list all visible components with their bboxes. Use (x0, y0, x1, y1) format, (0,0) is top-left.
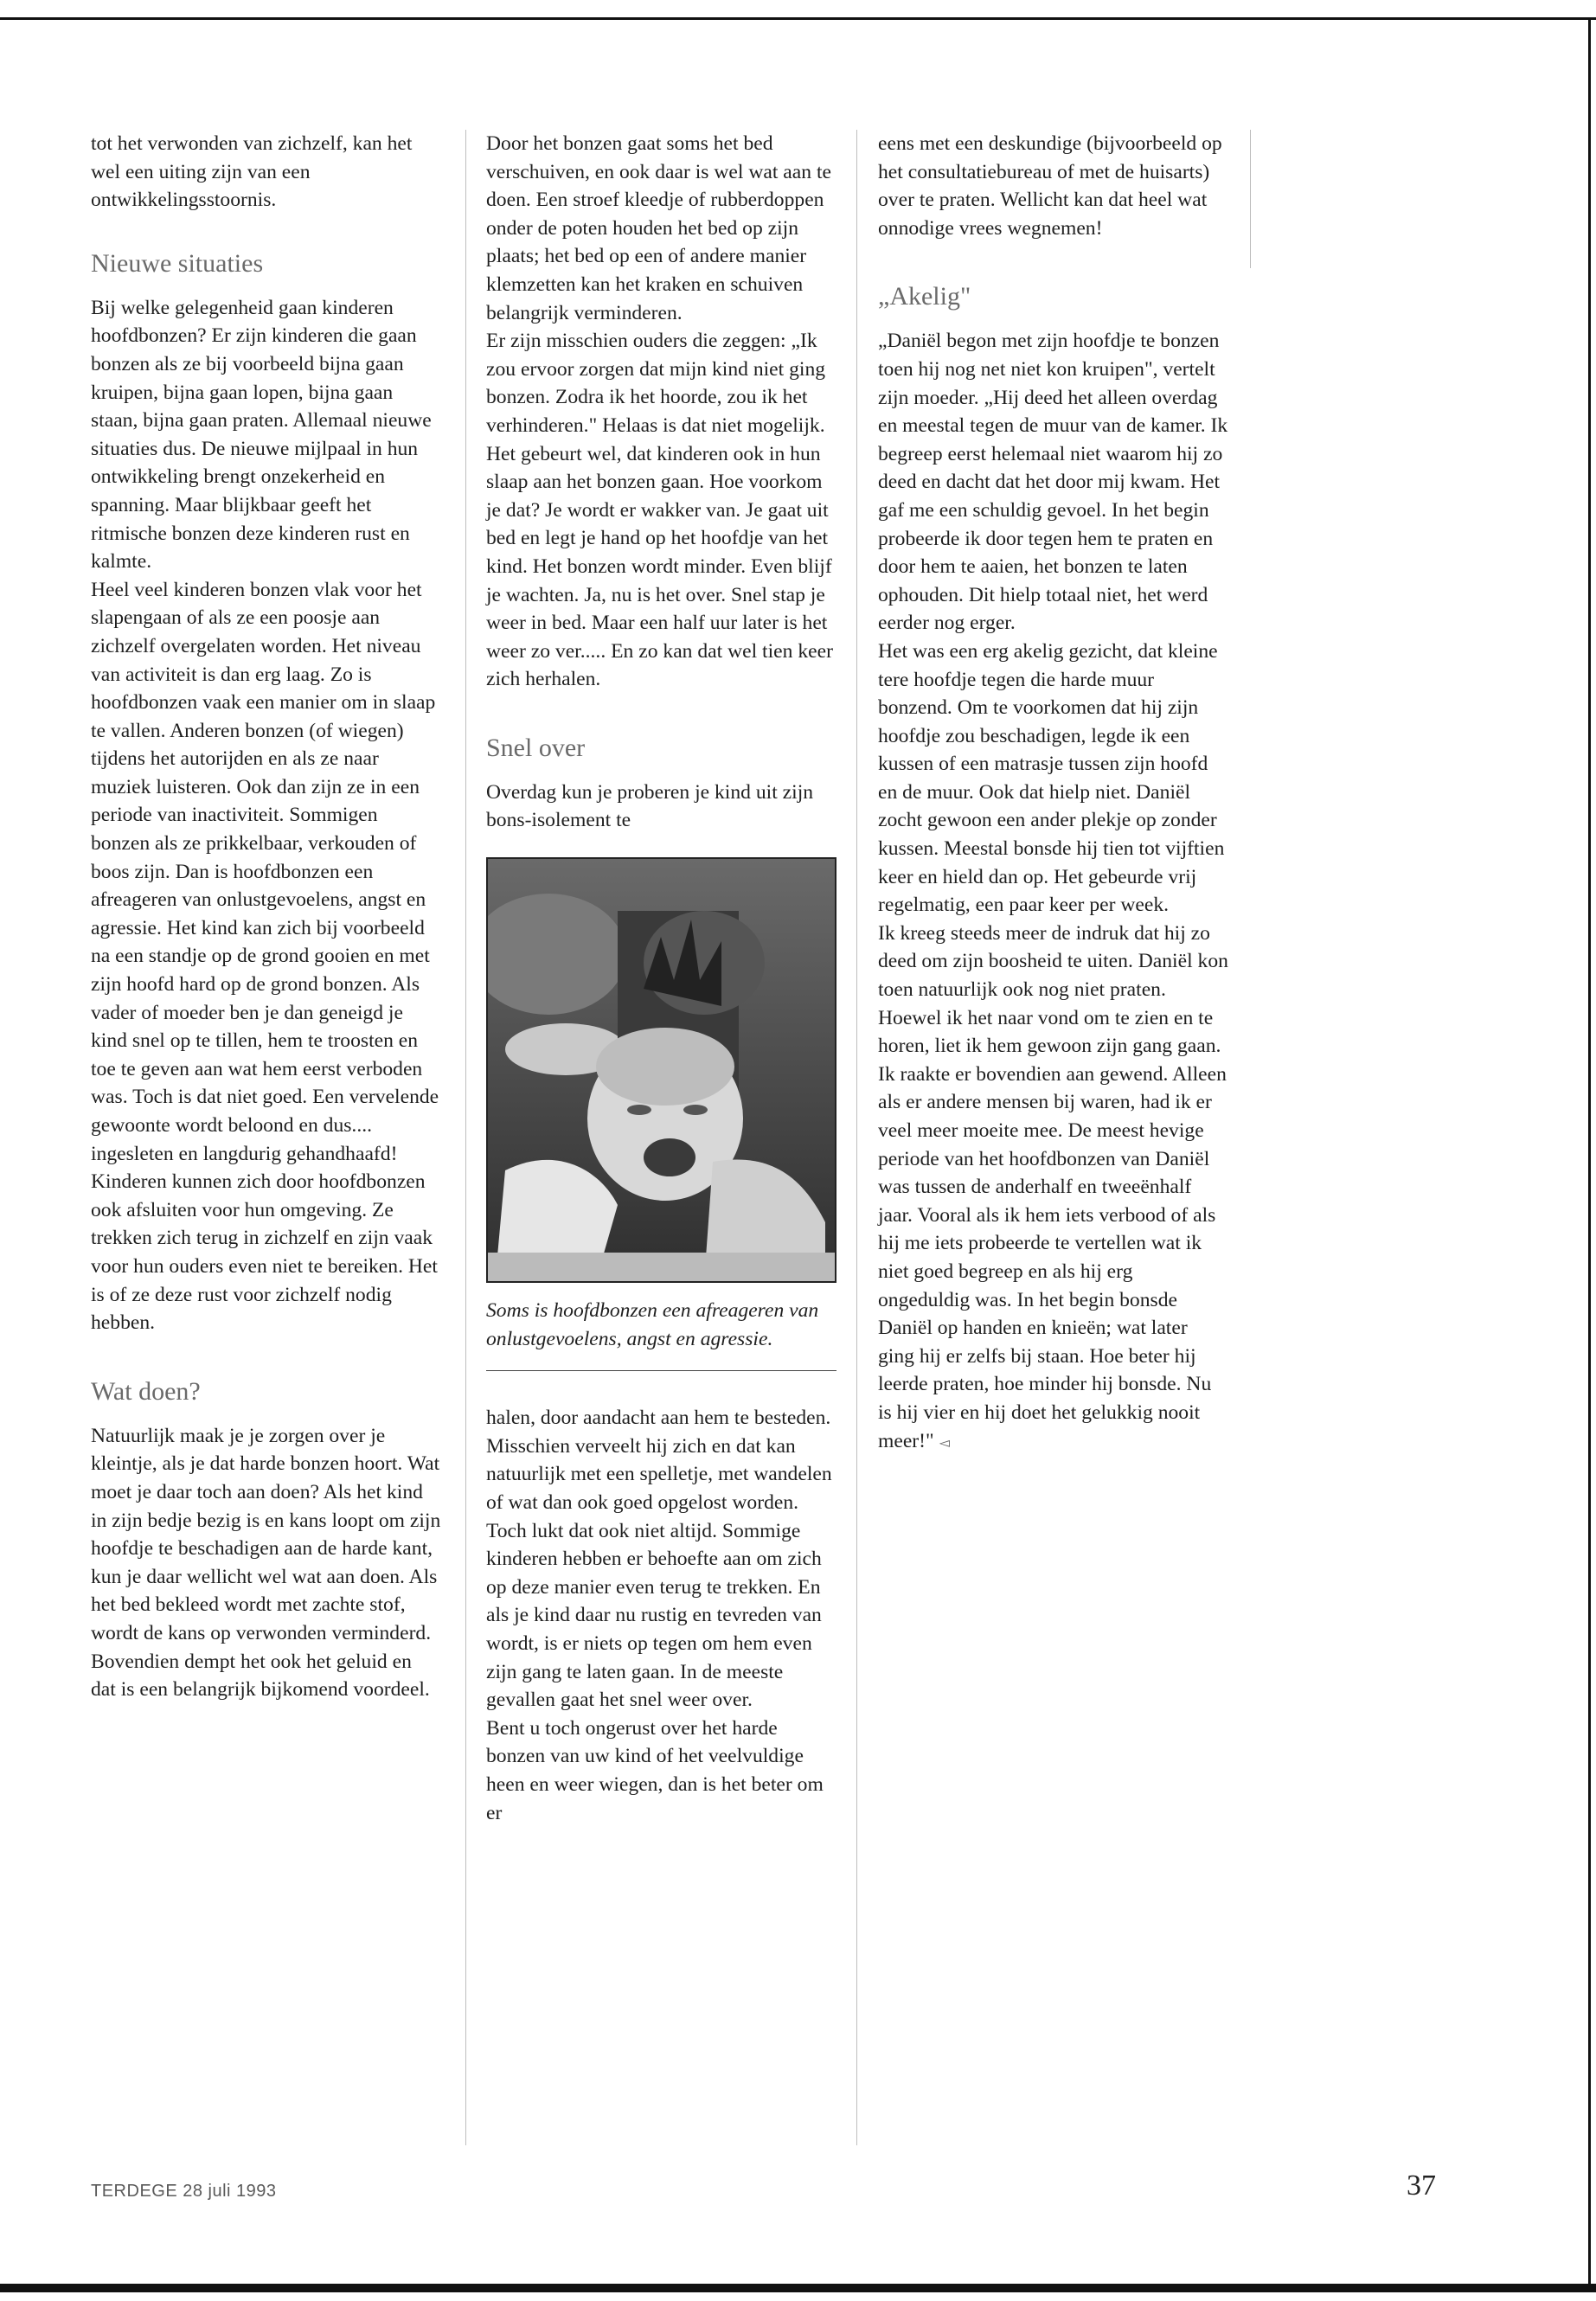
heading-snel-over: Snel over (486, 733, 586, 762)
scan-border-right (1588, 17, 1591, 2288)
column-divider-1 (465, 130, 466, 2145)
paragraph-door-bonzen: Door het bonzen gaat soms het bed verschuiven, en ook daar is wel wat aan te doen. Een stroef kleedje of rubberdoppen onder de poten houden het bed op zijn plaats; het bed op een of andere manier klemzetten kan het kraken en schuiven belangrijk verminderen. (486, 132, 831, 324)
end-of-article-icon: ◅ (939, 1435, 950, 1451)
paragraph-daniel-3 (878, 920, 1228, 1458)
paragraph-ouders: Er zijn misschien ouders die zeggen: „Ik zou ervoor zorgen dat mijn kind niet ging bonzen. Zodra ik het hoorde, zou ik het verhinderen." Helaas is dat niet mogelijk. Het gebeurt wel, dat kinderen ook in hun slaap aan het bonzen gaan. Hoe voorkom je dat? Je wordt er wakker van. Je gaat uit bed en legt je hand op het hoofdje van het kind. Het bonzen wordt minder. Even blijf je wachten. Ja, nu is het over. Snel stap je weer in bed. Maar een half uur later is het weer zo ver..... En zo kan dat wel tien keer zich herhalen. (486, 330, 833, 691)
paragraph-halen: halen, door aandacht aan hem te besteden. Misschien verveelt hij zich en dat kan natuurlijk met een spelletje, met wandelen of wat dan ook goed opgelost worden. Toch lukt dat ook niet altijd. Sommige kinderen hebben er behoefte aan om zich op deze manier even terug te trekken. En als je kind daar nu rustig en tevreden van wordt, is er niets op tegen om hem even zijn gang te laten gaan. In de meeste gevallen gaat het snel weer over. (486, 1407, 832, 1712)
paragraph-wat-doen: Natuurlijk maak je je zorgen over je kleintje, als je dat harde bonzen hoort. Wat moet je daar toch aan doen? Als het kind in zijn bedje bezig is en kans loopt om zijn hoofdje te beschadigen aan de harde kant, kun je daar wellicht wel wat aan doen. Als het bed bekleed wordt met zachte stof, wordt de kans op verwonden verminderd. Bovendien dempt het ook het geluid en dat is een belangrijk bijkomend voordeel. (91, 1424, 441, 1702)
paragraph-deskundige: eens met een deskundige (bijvoorbeeld op het consultatiebureau of met de huisarts) over te praten. Wellicht kan dat heel wat onnodige vrees wegnemen! (878, 132, 1222, 240)
paragraph-intro: tot het verwonden van zichzelf, kan het wel een uiting zijn van een ontwikkelingsstoornis. (91, 132, 413, 212)
article-column-1 (91, 130, 441, 1704)
paragraph-daniel-1: „Daniël begon met zijn hoofdje te bonzen toen hij nog net niet kon kruipen", vertelt zijn moeder. „Hij deed het alleen overdag en meestal tegen de muur van de kamer. Ik begreep eerst helemaal niet waarom hij zo deed en dacht dat het door mij kwam. Het gaf me een schuldig gevoel. In het begin probeerde ik door tegen hem te praten en door hem te aaien, het bonzen te laten ophouden. Dit hielp totaal niet, het werd eerder nog erger. (878, 330, 1228, 635)
scan-border-bottom (0, 2284, 1596, 2292)
paragraph-daniel-2: Het was een erg akelig gezicht, dat kleine tere hoofdje tegen die harde muur bonzend. Om te voorkomen dat hij zijn hoofdje zou beschadigen, legde ik een kussen of een matrasje tussen zijn hoofd en de muur. Ook dat hielp niet. Daniël zocht gewoon een ander plekje op zonder kussen. Meestal bonsde hij tien tot vijftien keer en hield dan op. Het gebeurde vrij regelmatig, een paar keer per week. (878, 639, 1225, 917)
article-column-2 (486, 130, 836, 1827)
paragraph-daniel-3-text: Ik kreeg steeds meer de indruk dat hij zo deed om zijn boosheid te uiten. Daniël kon toen natuurlijk ook nog niet praten. Hoewel ik het naar vond om te zien en te horen, liet ik hem gewoon zijn gang gaan. Ik raakte er bovendien aan gewend. Alleen als er andere mensen bij waren, had ik er veel meer moeite mee. De meest hevige periode van het hoofdbonzen van Daniël was tussen de anderhalf en tweeënhalf jaar. Vooral als ik hem iets verbood of als hij me iets probeerde te vertellen wat ik niet goed begreep en als hij erg ongeduldig was. In het begin bonsde Daniël op handen en knieën; wat later ging hij er zelfs bij staan. Hoe beter hij leerde praten, hoe minder hij bonsde. Nu is hij vier en hij doet het gelukkig nooit meer!" (878, 921, 1228, 1452)
heading-wat-doen: Wat doen? (91, 1376, 201, 1406)
photo-caption: Soms is hoofdbonzen een afreageren van onlustgevoelens, angst en agressie. (486, 1299, 819, 1350)
photo-crying-baby (486, 857, 836, 1283)
page-number: 37 (1407, 2170, 1436, 2202)
column-divider-2 (856, 130, 857, 2145)
heading-nieuwe-situaties: Nieuwe situaties (91, 248, 264, 278)
paragraph-nieuwe-3: Kinderen kunnen zich door hoofdbonzen ook afsluiten voor hun omgeving. Ze trekken zich terug in zichzelf en zijn vaak voor hun ouders even niet te bereiken. Het is of ze deze rust voor zichzelf nodig hebben. (91, 1170, 438, 1335)
paragraph-ongerust: Bent u toch ongerust over het harde bonzen van uw kind of het veelvuldige heen en weer wiegen, dan is het beter om er (486, 1716, 824, 1824)
caption-rule (486, 1370, 836, 1371)
baby-photo-illustration (488, 859, 835, 1281)
footer-publication: TERDEGE 28 juli 1993 (91, 2182, 277, 2201)
paragraph-nieuwe-2: Heel veel kinderen bonzen vlak voor het slapengaan of als ze een poosje aan zichzelf overgelaten worden. Het niveau van activiteit is dan erg laag. Zo is hoofdbonzen vaak een manier om in slaap te vallen. Anderen bonzen (of wiegen) tijdens het autorijden en als ze naar muziek luisteren. Ook dan zijn ze in een periode van inactiviteit. Sommigen bonzen als ze prikkelbaar, verkouden of boos zijn. Dan is hoofdbonzen een afreageren van onlustgevoelens, angst en agressie. Het kind kan zich bij voorbeeld na een standje op de grond gooien en met zijn hoofd hard op de grond bonzen. Als vader of moeder ben je dan geneigd je kind snel op te tillen, hem te troosten en toe te geven aan wat hem eerst verboden was. Toch is dat niet goed. Een vervelende gewoonte wordt beloond en dus.... ingesleten en langdurig gehandhaafd! (91, 578, 439, 1165)
scan-border-top (0, 17, 1596, 20)
column-divider-3 (1250, 130, 1251, 268)
heading-akelig: „Akelig" (878, 282, 971, 311)
paragraph-snel-over: Overdag kun je proberen je kind uit zijn bons-isolement te (486, 780, 814, 832)
article-column-3 (878, 130, 1228, 1458)
paragraph-nieuwe-1: Bij welke gelegenheid gaan kinderen hoofdbonzen? Er zijn kinderen die gaan bonzen als ze bij voorbeeld bijna gaan kruipen, bijna gaan lopen, bijna gaan staan, bijna gaan praten. Allemaal nieuwe situaties dus. De nieuwe mijlpaal in hun ontwikkeling brengt onzekerheid en spanning. Maar blijkbaar geeft het ritmische bonzen deze kinderen rust en kalmte. (91, 296, 432, 574)
